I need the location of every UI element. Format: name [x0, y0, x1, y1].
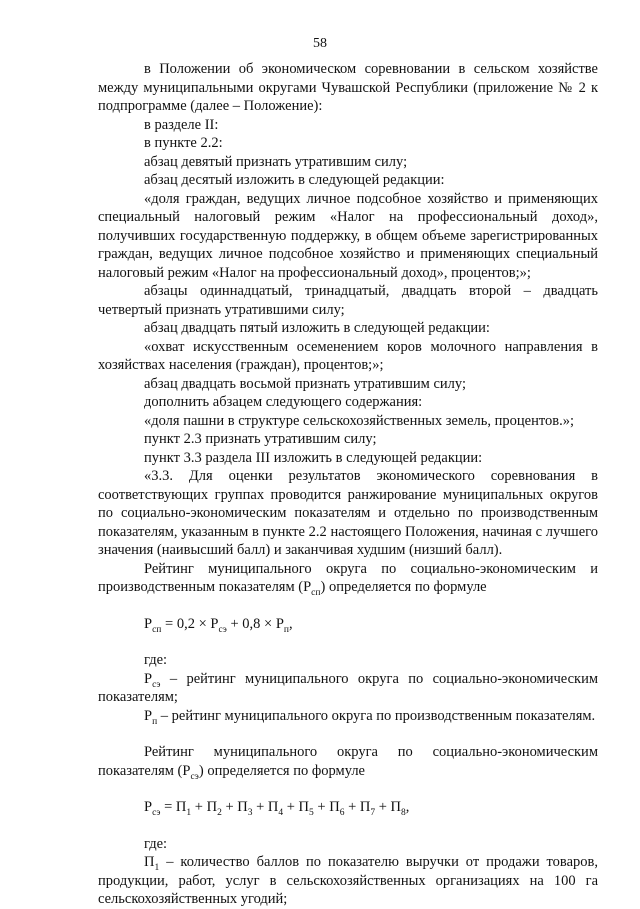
paragraph: «доля пашни в структуре сельскохозяйственных земель, процентов.»; — [144, 412, 574, 429]
paragraph: абзацы одиннадцатый, тринадцатый, двадцать второй – двадцать четвертый признать утратившими силу; — [98, 283, 598, 318]
subscript: сп — [152, 624, 162, 635]
definition-text: – рейтинг муниципального округа по социально-экономическим показателям; — [98, 670, 598, 705]
subscript: 5 — [309, 807, 314, 818]
page-number: 58 — [313, 36, 327, 51]
formula-term: = П — [160, 799, 187, 815]
paragraph: абзац десятый изложить в следующей редакции: — [144, 172, 445, 188]
subscript: 2 — [217, 807, 222, 818]
subscript: 1 — [186, 807, 192, 818]
paragraph: «охват искусственным осеменением коров молочного направления в хозяйствах населения (граждан), процентов;»; — [98, 338, 598, 373]
subscript: 1 — [154, 862, 160, 873]
formula-term: + П — [313, 799, 340, 815]
formula-term: + П — [252, 799, 279, 815]
definition-symbol: Р — [144, 707, 153, 724]
subscript: 4 — [278, 807, 284, 818]
subscript: сэ — [218, 624, 227, 635]
rating-sp-intro — [98, 560, 598, 597]
paragraph: «доля граждан, ведущих личное подсобное хозяйство и применяющих специальный налоговый режим «Налог на профессиональный доход», получивших государственную поддержку, в общем объеме зарегистрированных граждан, ведущих личное подсобное хозяйство и применяющих специальный налоговый режим «Налог на профессиональный доход», процентов;»; — [98, 190, 598, 281]
paragraph: абзац двадцать восьмой признать утратившим силу; — [144, 375, 466, 392]
formula-rating-sp — [98, 615, 598, 634]
formula-term: + П — [375, 799, 401, 815]
paragraph: абзац девятый признать утратившим силу; — [144, 153, 408, 170]
formula-term: + П — [221, 799, 248, 815]
formula-part: , — [405, 799, 410, 815]
subscript: 8 — [401, 807, 406, 818]
rating-sp-intro-text-end: ) определяется по формуле — [320, 579, 487, 595]
subscript: сэ — [152, 807, 161, 818]
definition — [98, 853, 598, 909]
definition — [98, 707, 598, 726]
formula-term: + П — [191, 799, 218, 815]
subscript: сэ — [152, 679, 161, 690]
subscript: 6 — [339, 807, 345, 818]
rating-se-intro-text-end: ) определяется по формуле — [198, 762, 365, 779]
subscript: сэ — [190, 771, 199, 782]
definition-symbol: П — [144, 854, 155, 870]
subscript: сп — [311, 587, 321, 598]
formula-rating-se — [98, 798, 598, 817]
subscript: п — [283, 624, 289, 635]
formula-part: = 0,2 × Р — [161, 615, 219, 632]
where-label: где: — [144, 652, 168, 668]
rating-sp-intro-text: Рейтинг муниципального округа по социально-экономическим и производственным показателям (Р — [98, 560, 598, 595]
formula-symbol: Р — [144, 799, 153, 815]
subscript: п — [152, 716, 158, 727]
definition-symbol: Р — [144, 670, 153, 687]
paragraph: пункт 2.3 признать утратившим силу; — [144, 431, 377, 447]
definition-text: – рейтинг муниципального округа по производственным показателям. — [157, 707, 596, 724]
paragraph: пункт 3.3 раздела III изложить в следующей редакции: — [144, 449, 483, 466]
document-body — [98, 60, 598, 909]
paragraph: в пункте 2.2: — [144, 135, 223, 151]
formula-part: , — [289, 615, 293, 632]
rating-se-intro-text: Рейтинг муниципального округа по социально-экономическим показателям (Р — [98, 744, 598, 779]
definition-text: – количество баллов по показателю выручки от продажи товаров, продукции, работ, услуг в сельскохозяйственных организациях на 100 га сельскохозяйственных угодий; — [98, 854, 598, 907]
formula-term: + П — [344, 799, 371, 815]
paragraph: в разделе II: — [144, 116, 219, 133]
formula-symbol: Р — [144, 615, 153, 632]
formula-part: + 0,8 × Р — [226, 615, 284, 632]
subscript: 7 — [370, 807, 376, 818]
formula-term: + П — [283, 799, 310, 815]
rating-se-intro — [98, 743, 598, 780]
subscript: 3 — [247, 807, 253, 818]
paragraph: в Положении об экономическом соревновании в сельском хозяйстве между муниципальными округами Чувашской Республики (приложение № 2 к подпрограмме (далее – Положение): — [98, 61, 598, 114]
paragraph: дополнить абзацем следующего содержания: — [144, 394, 423, 410]
paragraph: абзац двадцать пятый изложить в следующей редакции: — [144, 320, 490, 336]
definition — [98, 670, 598, 707]
paragraph: «3.3. Для оценки результатов экономического соревнования в соответствующих группах проводится ранжирование муниципальных округов по социально-экономическим показателям и отдельно по производственным показателям, указанным в пункте 2.2 настоящего Положения, начиная с лучшего значения (наивысший балл) и заканчивая худшим (низший балл). — [98, 468, 598, 558]
where-label: где: — [144, 835, 168, 852]
